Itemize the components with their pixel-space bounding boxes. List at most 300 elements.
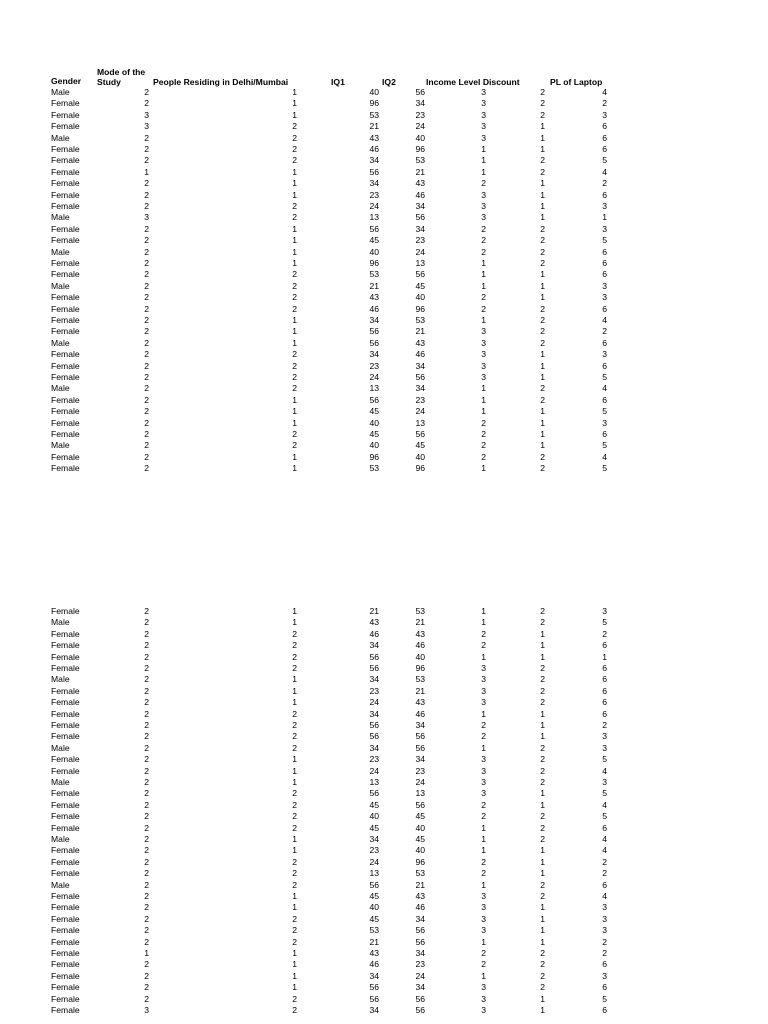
gender-cell: Male xyxy=(51,777,70,787)
people-cell: 2 xyxy=(292,936,297,947)
header-mode-line2: Study xyxy=(97,77,121,87)
people-cell: 2 xyxy=(292,144,297,154)
discount-cell: 3 xyxy=(481,902,486,913)
gender-cell: Female xyxy=(51,235,80,246)
pl-laptop-cell-b: 2 xyxy=(602,326,607,337)
pl-laptop-cell-b: 3 xyxy=(602,292,607,303)
table-row xyxy=(0,720,768,731)
income-level-cell: 34 xyxy=(415,948,425,958)
gender-cell: Male xyxy=(51,212,70,223)
income-level-cell: 56 xyxy=(415,429,425,439)
mode-cell: 2 xyxy=(144,925,149,936)
pl-laptop-cell-b: 2 xyxy=(602,948,607,958)
table-row xyxy=(0,857,768,868)
pl-laptop-cell-a: 1 xyxy=(540,189,545,200)
table-row xyxy=(0,652,768,663)
people-cell: 1 xyxy=(292,463,297,474)
iq2-cell: 56 xyxy=(369,982,379,993)
mode-cell: 2 xyxy=(144,720,149,730)
people-cell: 2 xyxy=(292,993,297,1004)
mode-cell: 2 xyxy=(144,132,149,143)
table-row xyxy=(0,834,768,845)
people-cell: 2 xyxy=(292,799,297,810)
pl-laptop-cell-b: 3 xyxy=(602,417,607,428)
pl-laptop-cell-a: 1 xyxy=(540,708,545,719)
mode-cell: 2 xyxy=(144,440,149,451)
mode-cell: 2 xyxy=(144,754,149,765)
pl-laptop-cell-b: 6 xyxy=(602,982,607,993)
table-row xyxy=(0,640,768,651)
discount-cell: 2 xyxy=(481,292,486,303)
pl-laptop-cell-b: 4 xyxy=(602,166,607,177)
gender-cell: Female xyxy=(51,856,80,867)
iq2-cell: 21 xyxy=(369,121,379,132)
pl-laptop-cell-a: 1 xyxy=(540,360,545,371)
discount-cell: 2 xyxy=(481,948,486,958)
gender-cell: Male xyxy=(51,246,70,257)
discount-cell: 3 xyxy=(481,685,486,696)
iq2-cell: 34 xyxy=(369,708,379,719)
pl-laptop-cell-a: 2 xyxy=(540,617,545,628)
pl-laptop-cell-a: 2 xyxy=(540,235,545,246)
mode-cell: 2 xyxy=(144,223,149,234)
pl-laptop-cell-a: 1 xyxy=(540,856,545,867)
pl-laptop-cell-b: 2 xyxy=(602,98,607,109)
iq2-cell: 23 xyxy=(369,360,379,371)
pl-laptop-cell-a: 2 xyxy=(540,155,545,166)
pl-laptop-cell-a: 2 xyxy=(540,303,545,314)
mode-cell: 2 xyxy=(144,856,149,867)
income-level-cell: 46 xyxy=(415,349,425,360)
mode-cell: 2 xyxy=(144,144,149,154)
discount-cell: 2 xyxy=(481,720,486,730)
discount-cell: 3 xyxy=(481,913,486,924)
pl-laptop-cell-a: 1 xyxy=(540,640,545,651)
pl-laptop-cell-b: 5 xyxy=(602,155,607,166)
pl-laptop-cell-a: 1 xyxy=(540,628,545,639)
income-level-cell: 56 xyxy=(415,212,425,223)
iq2-cell: 23 xyxy=(369,189,379,200)
discount-cell: 3 xyxy=(481,788,486,799)
income-level-cell: 34 xyxy=(415,360,425,371)
pl-laptop-cell-b: 6 xyxy=(602,429,607,439)
gender-cell: Female xyxy=(51,731,80,742)
income-level-cell: 34 xyxy=(415,913,425,924)
iq2-cell: 24 xyxy=(369,201,379,211)
iq2-cell: 24 xyxy=(369,856,379,867)
gender-cell: Female xyxy=(51,315,80,325)
iq2-cell: 56 xyxy=(369,879,379,890)
table-row xyxy=(0,429,768,440)
pl-laptop-cell-a: 1 xyxy=(540,651,545,662)
income-level-cell: 13 xyxy=(415,788,425,799)
mode-cell: 2 xyxy=(144,708,149,719)
iq2-cell: 46 xyxy=(369,628,379,639)
pl-laptop-cell-a: 1 xyxy=(540,788,545,799)
mode-cell: 2 xyxy=(144,451,149,462)
pl-laptop-cell-b: 4 xyxy=(602,87,607,97)
gender-cell: Female xyxy=(51,429,80,439)
table-row xyxy=(0,121,768,132)
pl-laptop-cell-b: 3 xyxy=(602,606,607,616)
people-cell: 2 xyxy=(292,822,297,833)
gender-cell: Female xyxy=(51,993,80,1004)
table-row xyxy=(0,326,768,337)
people-cell: 2 xyxy=(292,303,297,314)
gender-cell: Female xyxy=(51,372,80,382)
people-cell: 2 xyxy=(292,663,297,673)
iq2-cell: 56 xyxy=(369,223,379,234)
mode-cell: 2 xyxy=(144,822,149,833)
income-level-cell: 24 xyxy=(415,970,425,981)
pl-laptop-cell-b: 4 xyxy=(602,383,607,394)
iq2-cell: 40 xyxy=(369,246,379,257)
gender-cell: Female xyxy=(51,155,80,166)
discount-cell: 2 xyxy=(481,303,486,314)
people-cell: 2 xyxy=(292,1005,297,1015)
pl-laptop-cell-b: 5 xyxy=(602,993,607,1004)
header-mode-line1: Mode of the xyxy=(97,67,146,77)
discount-cell: 3 xyxy=(481,132,486,143)
income-level-cell: 56 xyxy=(415,372,425,382)
table-row xyxy=(0,800,768,811)
people-cell: 1 xyxy=(292,891,297,901)
people-cell: 2 xyxy=(292,811,297,822)
income-level-cell: 46 xyxy=(415,902,425,913)
gender-cell: Female xyxy=(51,754,80,765)
mode-cell: 2 xyxy=(144,429,149,439)
table-row xyxy=(0,338,768,349)
gender-cell: Female xyxy=(51,121,80,132)
iq2-cell: 43 xyxy=(369,617,379,628)
gender-cell: Female xyxy=(51,292,80,303)
iq2-cell: 24 xyxy=(369,372,379,382)
mode-cell: 2 xyxy=(144,970,149,981)
pl-laptop-cell-b: 6 xyxy=(602,1005,607,1015)
iq2-cell: 40 xyxy=(369,87,379,97)
income-level-cell: 34 xyxy=(415,383,425,394)
table-row xyxy=(0,868,768,879)
gender-cell: Female xyxy=(51,663,80,673)
gender-cell: Male xyxy=(51,337,70,348)
pl-laptop-cell-b: 5 xyxy=(602,235,607,246)
pl-laptop-cell-b: 6 xyxy=(602,121,607,132)
people-cell: 1 xyxy=(292,970,297,981)
table-row xyxy=(0,133,768,144)
gender-cell: Female xyxy=(51,201,80,211)
iq2-cell: 34 xyxy=(369,349,379,360)
mode-cell: 2 xyxy=(144,982,149,993)
gender-cell: Female xyxy=(51,902,80,913)
pl-laptop-cell-a: 1 xyxy=(540,936,545,947)
iq2-cell: 56 xyxy=(369,720,379,730)
discount-cell: 2 xyxy=(481,868,486,879)
pl-laptop-cell-a: 1 xyxy=(540,201,545,211)
discount-cell: 1 xyxy=(481,280,486,291)
discount-cell: 3 xyxy=(481,765,486,776)
discount-cell: 2 xyxy=(481,440,486,451)
pl-laptop-cell-b: 6 xyxy=(602,189,607,200)
pl-laptop-cell-a: 2 xyxy=(540,109,545,120)
table-row xyxy=(0,395,768,406)
people-cell: 1 xyxy=(292,834,297,844)
mode-cell: 2 xyxy=(144,326,149,337)
table-row xyxy=(0,155,768,166)
people-cell: 2 xyxy=(292,292,297,303)
discount-cell: 3 xyxy=(481,697,486,708)
table-row xyxy=(0,777,768,788)
discount-cell: 1 xyxy=(481,144,486,154)
table-row xyxy=(0,372,768,383)
gender-cell: Female xyxy=(51,349,80,360)
income-level-cell: 56 xyxy=(415,925,425,936)
pl-laptop-cell-b: 6 xyxy=(602,360,607,371)
mode-cell: 2 xyxy=(144,891,149,901)
mode-cell: 2 xyxy=(144,606,149,616)
iq2-cell: 56 xyxy=(369,326,379,337)
mode-cell: 2 xyxy=(144,617,149,628)
iq2-cell: 45 xyxy=(369,406,379,417)
iq2-cell: 34 xyxy=(369,315,379,325)
discount-cell: 3 xyxy=(481,982,486,993)
pl-laptop-cell-a: 2 xyxy=(540,879,545,890)
table-row xyxy=(0,463,768,474)
gender-cell: Male xyxy=(51,879,70,890)
income-level-cell: 53 xyxy=(415,674,425,685)
discount-cell: 3 xyxy=(481,337,486,348)
table-row xyxy=(0,1005,768,1016)
pl-laptop-cell-a: 2 xyxy=(540,982,545,993)
people-cell: 1 xyxy=(292,178,297,189)
gender-cell: Male xyxy=(51,440,70,451)
discount-cell: 3 xyxy=(481,1005,486,1015)
income-level-cell: 96 xyxy=(415,663,425,673)
gender-cell: Female xyxy=(51,606,80,616)
mode-cell: 2 xyxy=(144,246,149,257)
gender-cell: Male xyxy=(51,280,70,291)
gender-cell: Female xyxy=(51,640,80,651)
mode-cell: 2 xyxy=(144,834,149,844)
iq2-cell: 23 xyxy=(369,685,379,696)
income-level-cell: 13 xyxy=(415,417,425,428)
income-level-cell: 34 xyxy=(415,720,425,730)
table-row xyxy=(0,258,768,269)
income-level-cell: 56 xyxy=(415,993,425,1004)
mode-cell: 2 xyxy=(144,799,149,810)
gender-cell: Female xyxy=(51,970,80,981)
discount-cell: 1 xyxy=(481,742,486,753)
income-level-cell: 40 xyxy=(415,822,425,833)
mode-cell: 2 xyxy=(144,777,149,787)
income-level-cell: 23 xyxy=(415,235,425,246)
iq2-cell: 34 xyxy=(369,970,379,981)
iq2-cell: 34 xyxy=(369,1005,379,1015)
pl-laptop-cell-a: 2 xyxy=(540,685,545,696)
discount-cell: 2 xyxy=(481,178,486,189)
gender-cell: Female xyxy=(51,720,80,730)
mode-cell: 2 xyxy=(144,628,149,639)
people-cell: 2 xyxy=(292,429,297,439)
people-cell: 1 xyxy=(292,258,297,268)
mode-cell: 1 xyxy=(144,948,149,958)
discount-cell: 3 xyxy=(481,777,486,787)
table-row xyxy=(0,212,768,223)
pl-laptop-cell-a: 2 xyxy=(540,463,545,474)
gender-cell: Female xyxy=(51,417,80,428)
pl-laptop-cell-b: 2 xyxy=(602,720,607,730)
discount-cell: 1 xyxy=(481,651,486,662)
discount-cell: 1 xyxy=(481,606,486,616)
pl-laptop-cell-b: 4 xyxy=(602,799,607,810)
pl-laptop-cell-b: 4 xyxy=(602,834,607,844)
people-cell: 1 xyxy=(292,948,297,958)
people-cell: 2 xyxy=(292,349,297,360)
gender-cell: Female xyxy=(51,303,80,314)
mode-cell: 2 xyxy=(144,383,149,394)
income-level-cell: 13 xyxy=(415,258,425,268)
discount-cell: 1 xyxy=(481,970,486,981)
iq2-cell: 53 xyxy=(369,925,379,936)
people-cell: 1 xyxy=(292,98,297,109)
gender-cell: Male xyxy=(51,674,70,685)
pl-laptop-cell-a: 2 xyxy=(540,777,545,787)
gender-cell: Female xyxy=(51,189,80,200)
people-cell: 2 xyxy=(292,372,297,382)
table-row xyxy=(0,315,768,326)
iq2-cell: 40 xyxy=(369,811,379,822)
mode-cell: 2 xyxy=(144,663,149,673)
pl-laptop-cell-a: 2 xyxy=(540,223,545,234)
gender-cell: Male xyxy=(51,742,70,753)
people-cell: 1 xyxy=(292,765,297,776)
gender-cell: Female xyxy=(51,765,80,776)
pl-laptop-cell-b: 2 xyxy=(602,936,607,947)
iq2-cell: 21 xyxy=(369,936,379,947)
pl-laptop-cell-a: 2 xyxy=(540,742,545,753)
iq2-cell: 46 xyxy=(369,303,379,314)
iq2-cell: 21 xyxy=(369,280,379,291)
income-level-cell: 24 xyxy=(415,777,425,787)
income-level-cell: 43 xyxy=(415,628,425,639)
table-row xyxy=(0,304,768,315)
pl-laptop-cell-a: 1 xyxy=(540,720,545,730)
mode-cell: 2 xyxy=(144,87,149,97)
iq2-cell: 53 xyxy=(369,463,379,474)
mode-cell: 2 xyxy=(144,993,149,1004)
people-cell: 1 xyxy=(292,246,297,257)
people-cell: 1 xyxy=(292,87,297,97)
income-level-cell: 24 xyxy=(415,246,425,257)
pl-laptop-cell-a: 2 xyxy=(540,948,545,958)
pl-laptop-cell-b: 5 xyxy=(602,788,607,799)
discount-cell: 1 xyxy=(481,845,486,856)
table-row xyxy=(0,754,768,765)
people-cell: 1 xyxy=(292,959,297,970)
gender-cell: Female xyxy=(51,788,80,799)
discount-cell: 3 xyxy=(481,212,486,223)
gender-cell: Male xyxy=(51,132,70,143)
people-cell: 1 xyxy=(292,189,297,200)
pl-laptop-cell-b: 5 xyxy=(602,811,607,822)
iq2-cell: 56 xyxy=(369,651,379,662)
discount-cell: 3 xyxy=(481,326,486,337)
pl-laptop-cell-a: 1 xyxy=(540,417,545,428)
discount-cell: 2 xyxy=(481,451,486,462)
discount-cell: 1 xyxy=(481,617,486,628)
gender-cell: Female xyxy=(51,959,80,970)
people-cell: 2 xyxy=(292,913,297,924)
iq2-cell: 56 xyxy=(369,788,379,799)
income-level-cell: 21 xyxy=(415,879,425,890)
pl-laptop-cell-b: 3 xyxy=(602,925,607,936)
table-row xyxy=(0,948,768,959)
mode-cell: 3 xyxy=(144,1005,149,1015)
iq2-cell: 23 xyxy=(369,754,379,765)
people-cell: 1 xyxy=(292,685,297,696)
people-cell: 2 xyxy=(292,879,297,890)
pl-laptop-cell-a: 1 xyxy=(540,868,545,879)
pl-laptop-cell-b: 6 xyxy=(602,394,607,405)
gender-cell: Female xyxy=(51,891,80,901)
mode-cell: 2 xyxy=(144,269,149,280)
iq2-cell: 13 xyxy=(369,868,379,879)
iq2-cell: 96 xyxy=(369,258,379,268)
mode-cell: 2 xyxy=(144,685,149,696)
table-row xyxy=(0,902,768,913)
pl-laptop-cell-a: 1 xyxy=(540,132,545,143)
mode-cell: 1 xyxy=(144,166,149,177)
iq2-cell: 56 xyxy=(369,663,379,673)
income-level-cell: 43 xyxy=(415,337,425,348)
mode-cell: 2 xyxy=(144,879,149,890)
table-row xyxy=(0,674,768,685)
pl-laptop-cell-b: 1 xyxy=(602,212,607,223)
discount-cell: 1 xyxy=(481,315,486,325)
mode-cell: 2 xyxy=(144,315,149,325)
people-cell: 2 xyxy=(292,651,297,662)
gender-cell: Female xyxy=(51,845,80,856)
table-row xyxy=(0,269,768,280)
table-row xyxy=(0,937,768,948)
mode-cell: 2 xyxy=(144,235,149,246)
iq2-cell: 40 xyxy=(369,417,379,428)
income-level-cell: 43 xyxy=(415,697,425,708)
gender-cell: Female xyxy=(51,98,80,109)
table-row xyxy=(0,440,768,451)
pl-laptop-cell-b: 3 xyxy=(602,777,607,787)
income-level-cell: 56 xyxy=(415,1005,425,1015)
income-level-cell: 24 xyxy=(415,406,425,417)
pl-laptop-cell-b: 5 xyxy=(602,440,607,451)
iq2-cell: 34 xyxy=(369,834,379,844)
mode-cell: 2 xyxy=(144,936,149,947)
pl-laptop-cell-a: 1 xyxy=(540,406,545,417)
table-row xyxy=(0,383,768,394)
pl-laptop-cell-b: 3 xyxy=(602,349,607,360)
mode-cell: 2 xyxy=(144,349,149,360)
gender-cell: Female xyxy=(51,178,80,189)
gender-cell: Female xyxy=(51,822,80,833)
pl-laptop-cell-b: 6 xyxy=(602,303,607,314)
income-level-cell: 53 xyxy=(415,315,425,325)
pl-laptop-cell-a: 2 xyxy=(540,970,545,981)
iq2-cell: 45 xyxy=(369,429,379,439)
mode-cell: 2 xyxy=(144,788,149,799)
discount-cell: 3 xyxy=(481,349,486,360)
pl-laptop-cell-a: 1 xyxy=(540,292,545,303)
iq2-cell: 46 xyxy=(369,144,379,154)
gender-cell: Female xyxy=(51,628,80,639)
